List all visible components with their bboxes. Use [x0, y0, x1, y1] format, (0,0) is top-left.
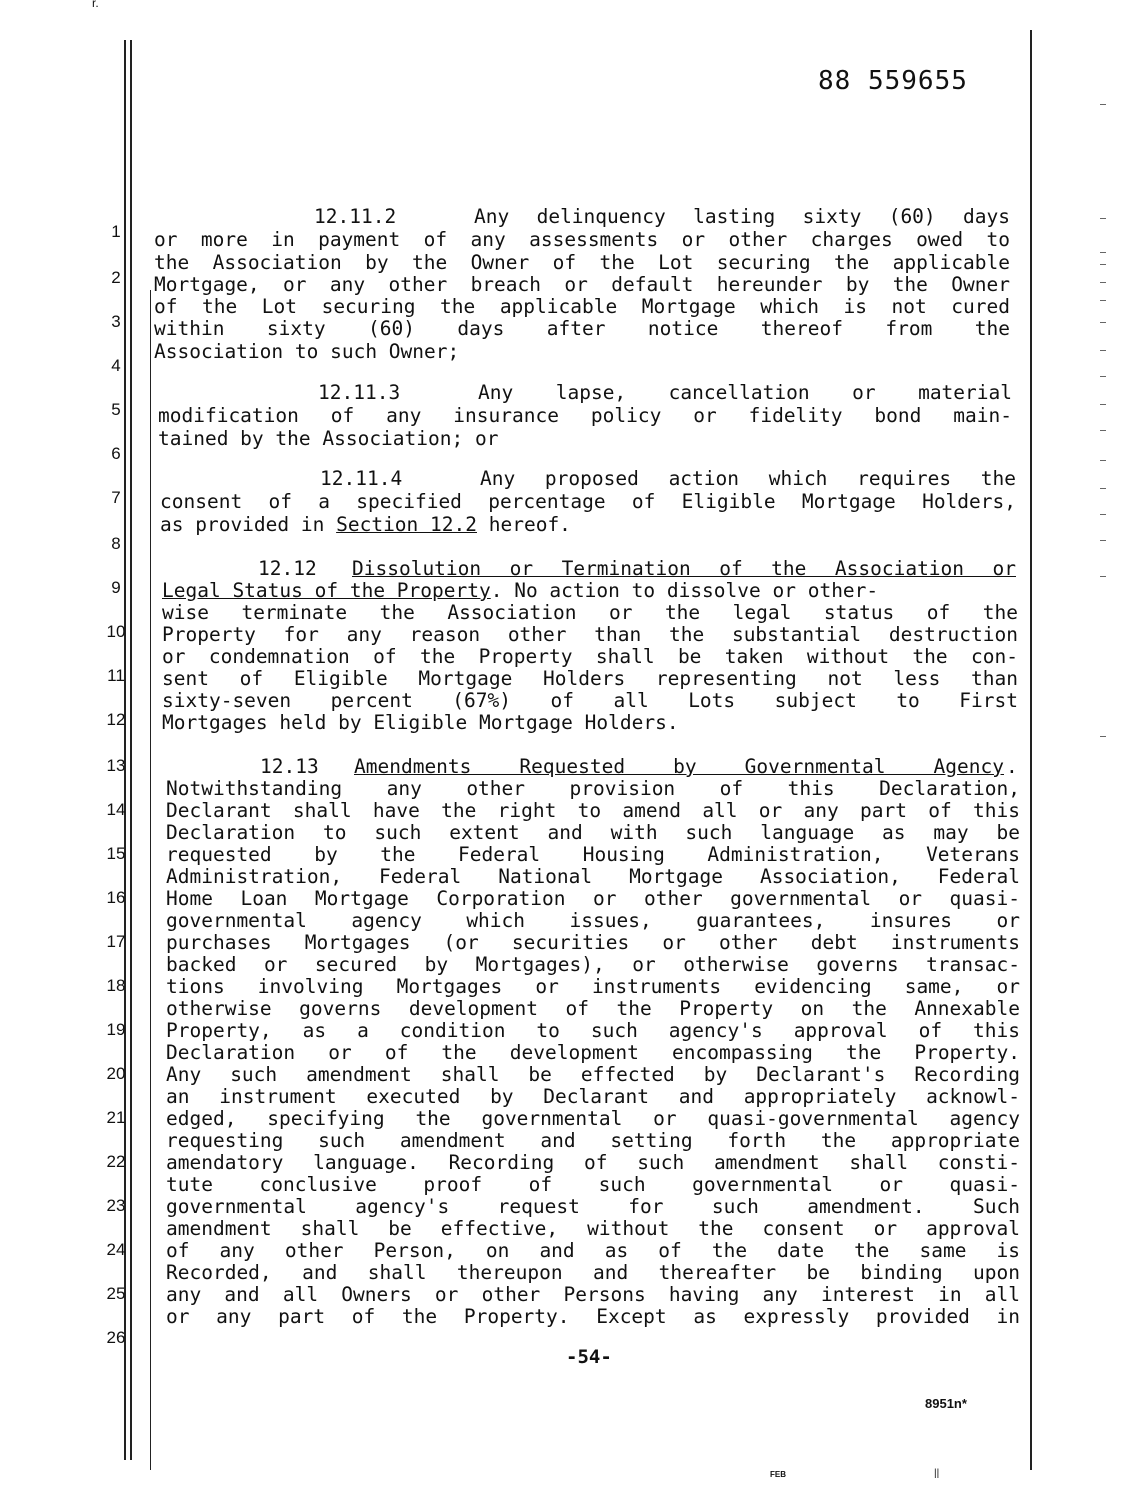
- scan-tick: [1100, 488, 1106, 489]
- line-number: 10: [106, 622, 126, 641]
- body-line: Association to such Owner;: [154, 340, 460, 363]
- body-line: Declaration to such extent and with such language as may be: [166, 821, 1020, 844]
- body-text: hereof.: [477, 513, 571, 536]
- line-number: 1: [111, 222, 121, 241]
- body-text: .: [1006, 755, 1018, 778]
- scan-tick: [1100, 104, 1106, 105]
- body-line: tained by the Association; or: [158, 427, 499, 450]
- document-number: 88 559655: [818, 66, 968, 96]
- line-number: 23: [106, 1196, 126, 1215]
- line-number: 19: [106, 1020, 126, 1039]
- scan-tick: [1100, 576, 1106, 577]
- scan-tick: [1100, 252, 1106, 253]
- line-number: 24: [106, 1240, 126, 1259]
- body-line: an instrument executed by Declarant and appropriately acknowl-: [166, 1085, 1020, 1108]
- scan-mark-top-left: r.: [92, 0, 99, 10]
- body-line: Any such amendment shall be effected by Declarant's Recording: [166, 1063, 1020, 1086]
- scan-tick: [1100, 404, 1106, 405]
- line-number: 9: [111, 578, 121, 597]
- body-line: consent of a specified percentage of Eligible Mortgage Holders,: [160, 490, 1016, 513]
- line-number: 4: [111, 356, 121, 375]
- body-line: [162, 580, 878, 602]
- body-line: within sixty (60) days after notice thereof from the: [154, 317, 1010, 340]
- line-number: 18: [106, 976, 126, 995]
- body-line: or any part of the Property. Except as expressly provided in: [166, 1305, 1020, 1328]
- body-line: governmental agency which issues, guarantees, insures or: [166, 909, 1020, 932]
- body-text: . No action to dissolve or other-: [490, 579, 879, 602]
- body-line: purchases Mortgages (or securities or other debt instruments: [166, 931, 1020, 954]
- line-number: 26: [106, 1328, 126, 1347]
- body-line: requested by the Federal Housing Administration, Veterans: [166, 843, 1020, 866]
- body-line: Property, as a condition to such agency's approval of this: [166, 1019, 1020, 1042]
- scan-tick: [1100, 300, 1106, 301]
- body-line: or condemnation of the Property shall be taken without the con-: [162, 645, 1018, 668]
- page-number: -54-: [566, 1346, 612, 1368]
- scan-tick: [1100, 736, 1106, 737]
- body-line: or more in payment of any assessments or other charges owed to: [154, 228, 1010, 251]
- body-line: Mortgages held by Eligible Mortgage Holders.: [162, 711, 679, 734]
- body-line: Any lapse, cancellation or material: [478, 381, 1012, 404]
- body-line: requesting such amendment and setting forth the appropriate: [166, 1129, 1020, 1152]
- body-line: amendment shall be effective, without the consent or approval: [166, 1217, 1020, 1240]
- line-number: 7: [111, 488, 121, 507]
- scan-tick: [1100, 514, 1106, 515]
- line-number: 6: [111, 444, 121, 463]
- scan-mark-bottom-bars: ||: [934, 1468, 940, 1479]
- body-line: Recorded, and shall thereupon and thereafter be binding upon: [166, 1261, 1020, 1284]
- body-line: the Association by the Owner of the Lot securing the applicable: [154, 251, 1010, 274]
- body-line: Notwithstanding any other provision of this Declaration,: [166, 777, 1020, 800]
- section-number: 12.11.2: [314, 205, 397, 228]
- body-line: Any delinquency lasting sixty (60) days: [474, 205, 1010, 228]
- body-line: [160, 514, 571, 536]
- body-text: as provided in: [160, 513, 337, 536]
- scan-tick: [1100, 350, 1106, 351]
- line-number: 2: [111, 268, 121, 287]
- scan-tick: [1100, 540, 1106, 541]
- line-number: 13: [106, 756, 126, 775]
- body-line: any and all Owners or other Persons having any interest in all: [166, 1283, 1020, 1306]
- line-number: 21: [106, 1108, 126, 1127]
- body-line: of any other Person, on and as of the date the same is: [166, 1239, 1020, 1262]
- scan-tick: [1100, 282, 1106, 283]
- body-line: backed or secured by Mortgages), or otherwise governs transac-: [166, 953, 1020, 976]
- document-code: 8951n*: [925, 1396, 967, 1411]
- section-reference: Section 12.2: [336, 513, 477, 536]
- right-margin-rule: [1030, 30, 1032, 1470]
- section-number: 12.12: [258, 557, 317, 580]
- section-title: Dissolution or Termination of the Association or: [352, 557, 1016, 580]
- body-line: sixty-seven percent (67%) of all Lots subject to First: [162, 689, 1018, 712]
- body-line: sent of Eligible Mortgage Holders representing not less than: [162, 667, 1018, 690]
- line-number: 14: [106, 800, 126, 819]
- body-line: Mortgage, or any other breach or default hereunder by the Owner: [154, 273, 1010, 296]
- scan-tick: [1100, 430, 1106, 431]
- line-number: 17: [106, 932, 126, 951]
- scan-mark-bottom: FEB: [770, 1470, 786, 1479]
- section-number: 12.11.4: [320, 467, 403, 490]
- body-line: governmental agency's request for such amendment. Such: [166, 1195, 1020, 1218]
- left-margin-rule-text: [150, 290, 151, 1470]
- body-line: Any proposed action which requires the: [480, 467, 1016, 490]
- body-line: otherwise governs development of the Property on the Annexable: [166, 997, 1020, 1020]
- line-number: 11: [107, 666, 125, 685]
- section-number: 12.11.3: [318, 381, 401, 404]
- body-line: Declaration or of the development encompassing the Property.: [166, 1041, 1020, 1064]
- section-title: Amendments Requested by Governmental Agency: [354, 755, 1004, 778]
- body-line: edged, specifying the governmental or quasi-governmental agency: [166, 1107, 1020, 1130]
- body-line: wise terminate the Association or the legal status of the: [162, 601, 1018, 624]
- body-line: Administration, Federal National Mortgage Association, Federal: [166, 865, 1020, 888]
- scan-tick: [1100, 264, 1106, 265]
- scan-tick: [1100, 322, 1106, 323]
- body-line: Property for any reason other than the substantial destruction: [162, 623, 1018, 646]
- scan-tick: [1100, 218, 1106, 219]
- scan-tick: [1100, 376, 1106, 377]
- body-line: tute conclusive proof of such governmental or quasi-: [166, 1173, 1020, 1196]
- line-number: 3: [111, 312, 121, 331]
- line-number: 8: [111, 534, 121, 553]
- body-line: Home Loan Mortgage Corporation or other governmental or quasi-: [166, 887, 1020, 910]
- section-number: 12.13: [260, 755, 319, 778]
- line-number: 15: [106, 844, 126, 863]
- line-number: 25: [106, 1284, 126, 1303]
- body-line: tions involving Mortgages or instruments evidencing same, or: [166, 975, 1020, 998]
- line-number: 16: [106, 888, 126, 907]
- body-line: amendatory language. Recording of such amendment shall consti-: [166, 1151, 1020, 1174]
- section-title: Legal Status of the Property: [162, 579, 491, 602]
- line-number: 5: [111, 400, 121, 419]
- scan-tick: [1100, 460, 1106, 461]
- line-number: 12: [106, 710, 126, 729]
- body-line: Declarant shall have the right to amend all or any part of this: [166, 799, 1020, 822]
- body-line: of the Lot securing the applicable Mortgage which is not cured: [154, 295, 1010, 318]
- line-number: 22: [106, 1152, 126, 1171]
- line-number: 20: [106, 1064, 126, 1083]
- body-line: modification of any insurance policy or fidelity bond main-: [158, 404, 1012, 427]
